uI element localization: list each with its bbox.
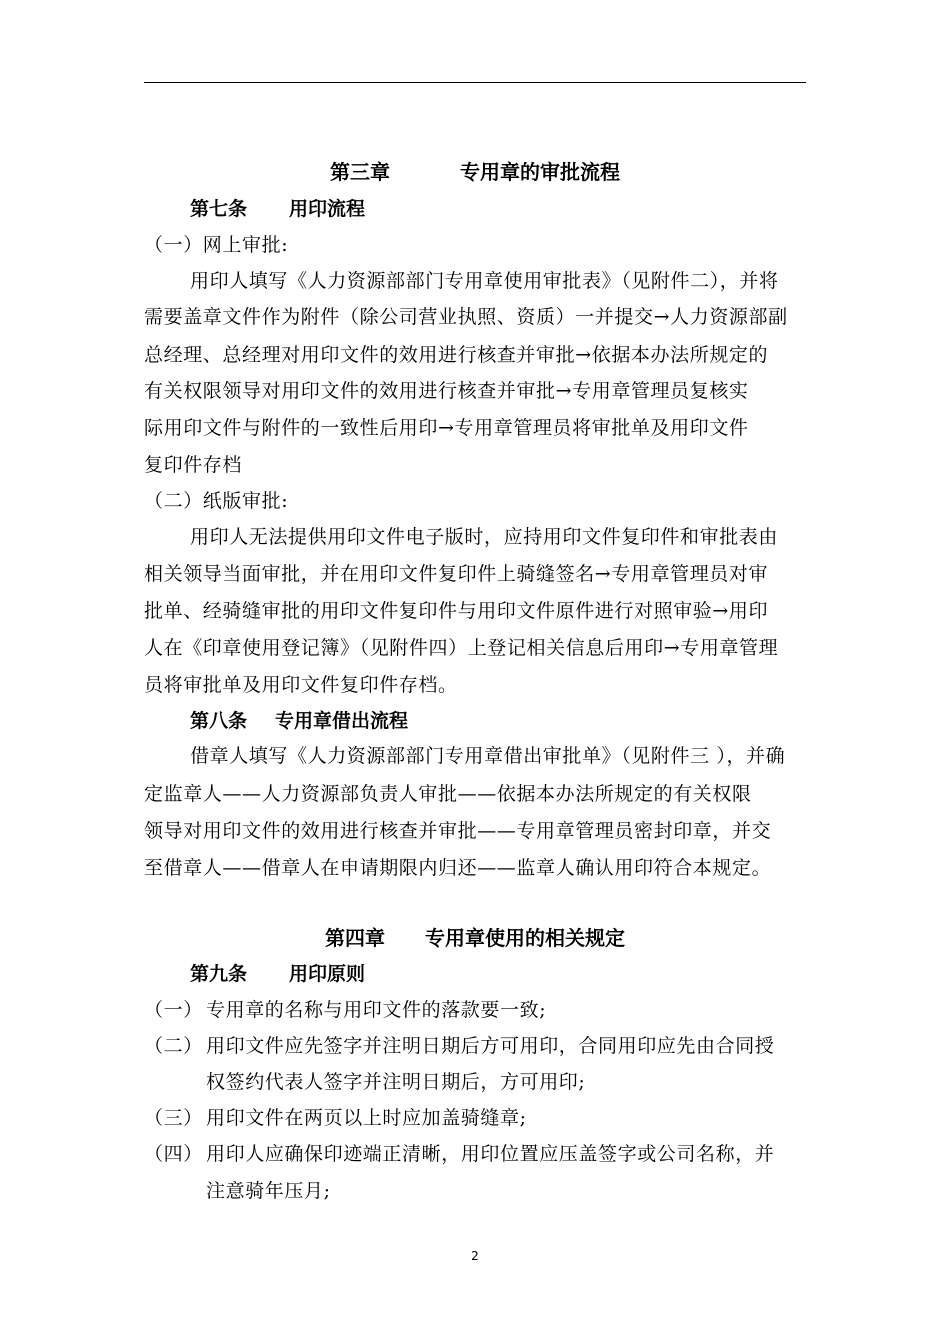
chapter-3-title: 专用章的审批流程 bbox=[460, 160, 620, 184]
list-item bbox=[144, 997, 546, 1023]
article-7-number: 第七条 bbox=[190, 198, 248, 220]
list-item bbox=[144, 1141, 774, 1167]
list-item-text: 用印人应确保印迹端正清晰，用印位置应压盖签字或公司名称，并 bbox=[206, 1143, 775, 1165]
paragraph-line: 领导对用印文件的效用进行核查并审批——专用章管理员密封印章，并交 bbox=[144, 820, 772, 842]
paragraph-line: 际用印文件与附件的一致性后用印→专用章管理员将审批单及用印文件 bbox=[144, 417, 749, 439]
paragraph-line: 借章人填写《人力资源部部门专用章借出审批单》（见附件三 ），并确 bbox=[190, 745, 786, 767]
chapter-3-heading bbox=[0, 158, 950, 186]
list-item-text: 专用章的名称与用印文件的落款要一致; bbox=[206, 999, 547, 1021]
chapter-4-number: 第四章 bbox=[325, 926, 385, 950]
article-9-title: 用印原则 bbox=[289, 963, 366, 985]
page-number: 2 bbox=[471, 1249, 479, 1263]
list-item-label: （二） bbox=[144, 1035, 203, 1057]
article-8-number: 第八条 bbox=[190, 710, 248, 732]
list-item-text: 用印文件在两页以上时应加盖骑缝章; bbox=[206, 1107, 527, 1129]
paragraph-line: 总经理、总经理对用印文件的效用进行核查并审批→依据本办法所规定的 bbox=[144, 344, 769, 366]
article-7-title: 用印流程 bbox=[289, 198, 366, 220]
article-8-title: 专用章借出流程 bbox=[275, 710, 409, 732]
online-approval-label: （一）网上审批: bbox=[144, 234, 289, 256]
list-item-continuation: 权签约代表人签字并注明日期后，方可用印; bbox=[206, 1071, 586, 1093]
paragraph-line: 定监章人——人力资源部负责人审批——依据本办法所规定的有关权限 bbox=[144, 783, 752, 805]
paragraph-line: 相关领导当面审批，并在用印文件复印件上骑缝签名→专用章管理员对审 bbox=[144, 563, 769, 585]
paragraph-line: 至借章人——借章人在申请期限内归还——监章人确认用印符合本规定。 bbox=[144, 857, 772, 879]
header-rule bbox=[144, 82, 806, 83]
article-7-heading bbox=[190, 196, 365, 222]
article-9-number: 第九条 bbox=[190, 963, 248, 985]
list-item-label: （四） bbox=[144, 1143, 203, 1165]
list-item-text: 用印文件应先签字并注明日期后方可用印，合同用印应先由合同授 bbox=[206, 1035, 775, 1057]
list-item-label: （三） bbox=[144, 1107, 203, 1129]
paragraph-line: 员将审批单及用印文件复印件存档。 bbox=[144, 674, 458, 696]
article-8-heading bbox=[190, 708, 408, 734]
paragraph-line: 复印件存档 bbox=[144, 454, 243, 476]
list-item bbox=[144, 1105, 527, 1131]
paragraph-line: 批单、经骑缝审批的用印文件复印件与用印文件原件进行对照审验→用印 bbox=[144, 600, 769, 622]
paragraph-line: 人在《印章使用登记簿》（见附件四）上登记相关信息后用印→专用章管理 bbox=[144, 637, 779, 659]
chapter-3-number: 第三章 bbox=[330, 160, 390, 184]
list-item-continuation: 注意骑年压月; bbox=[206, 1180, 331, 1202]
paragraph-line: 用印人填写《人力资源部部门专用章使用审批表》（见附件二），并将 bbox=[190, 270, 779, 292]
paragraph-line: 有关权限领导对用印文件的效用进行核查并审批→专用章管理员复核实 bbox=[144, 380, 749, 402]
article-9-heading bbox=[190, 961, 365, 987]
list-item-label: （一） bbox=[144, 999, 203, 1021]
chapter-4-title: 专用章使用的相关规定 bbox=[425, 926, 625, 950]
paragraph-line: 需要盖章文件作为附件（除公司营业执照、资质）一并提交→人力资源部副 bbox=[144, 306, 788, 328]
list-item bbox=[144, 1033, 774, 1059]
paper-approval-label: （二）纸版审批: bbox=[144, 490, 289, 512]
paragraph-line: 用印人无法提供用印文件电子版时，应持用印文件复印件和审批表由 bbox=[190, 526, 779, 548]
chapter-4-heading bbox=[0, 924, 950, 952]
